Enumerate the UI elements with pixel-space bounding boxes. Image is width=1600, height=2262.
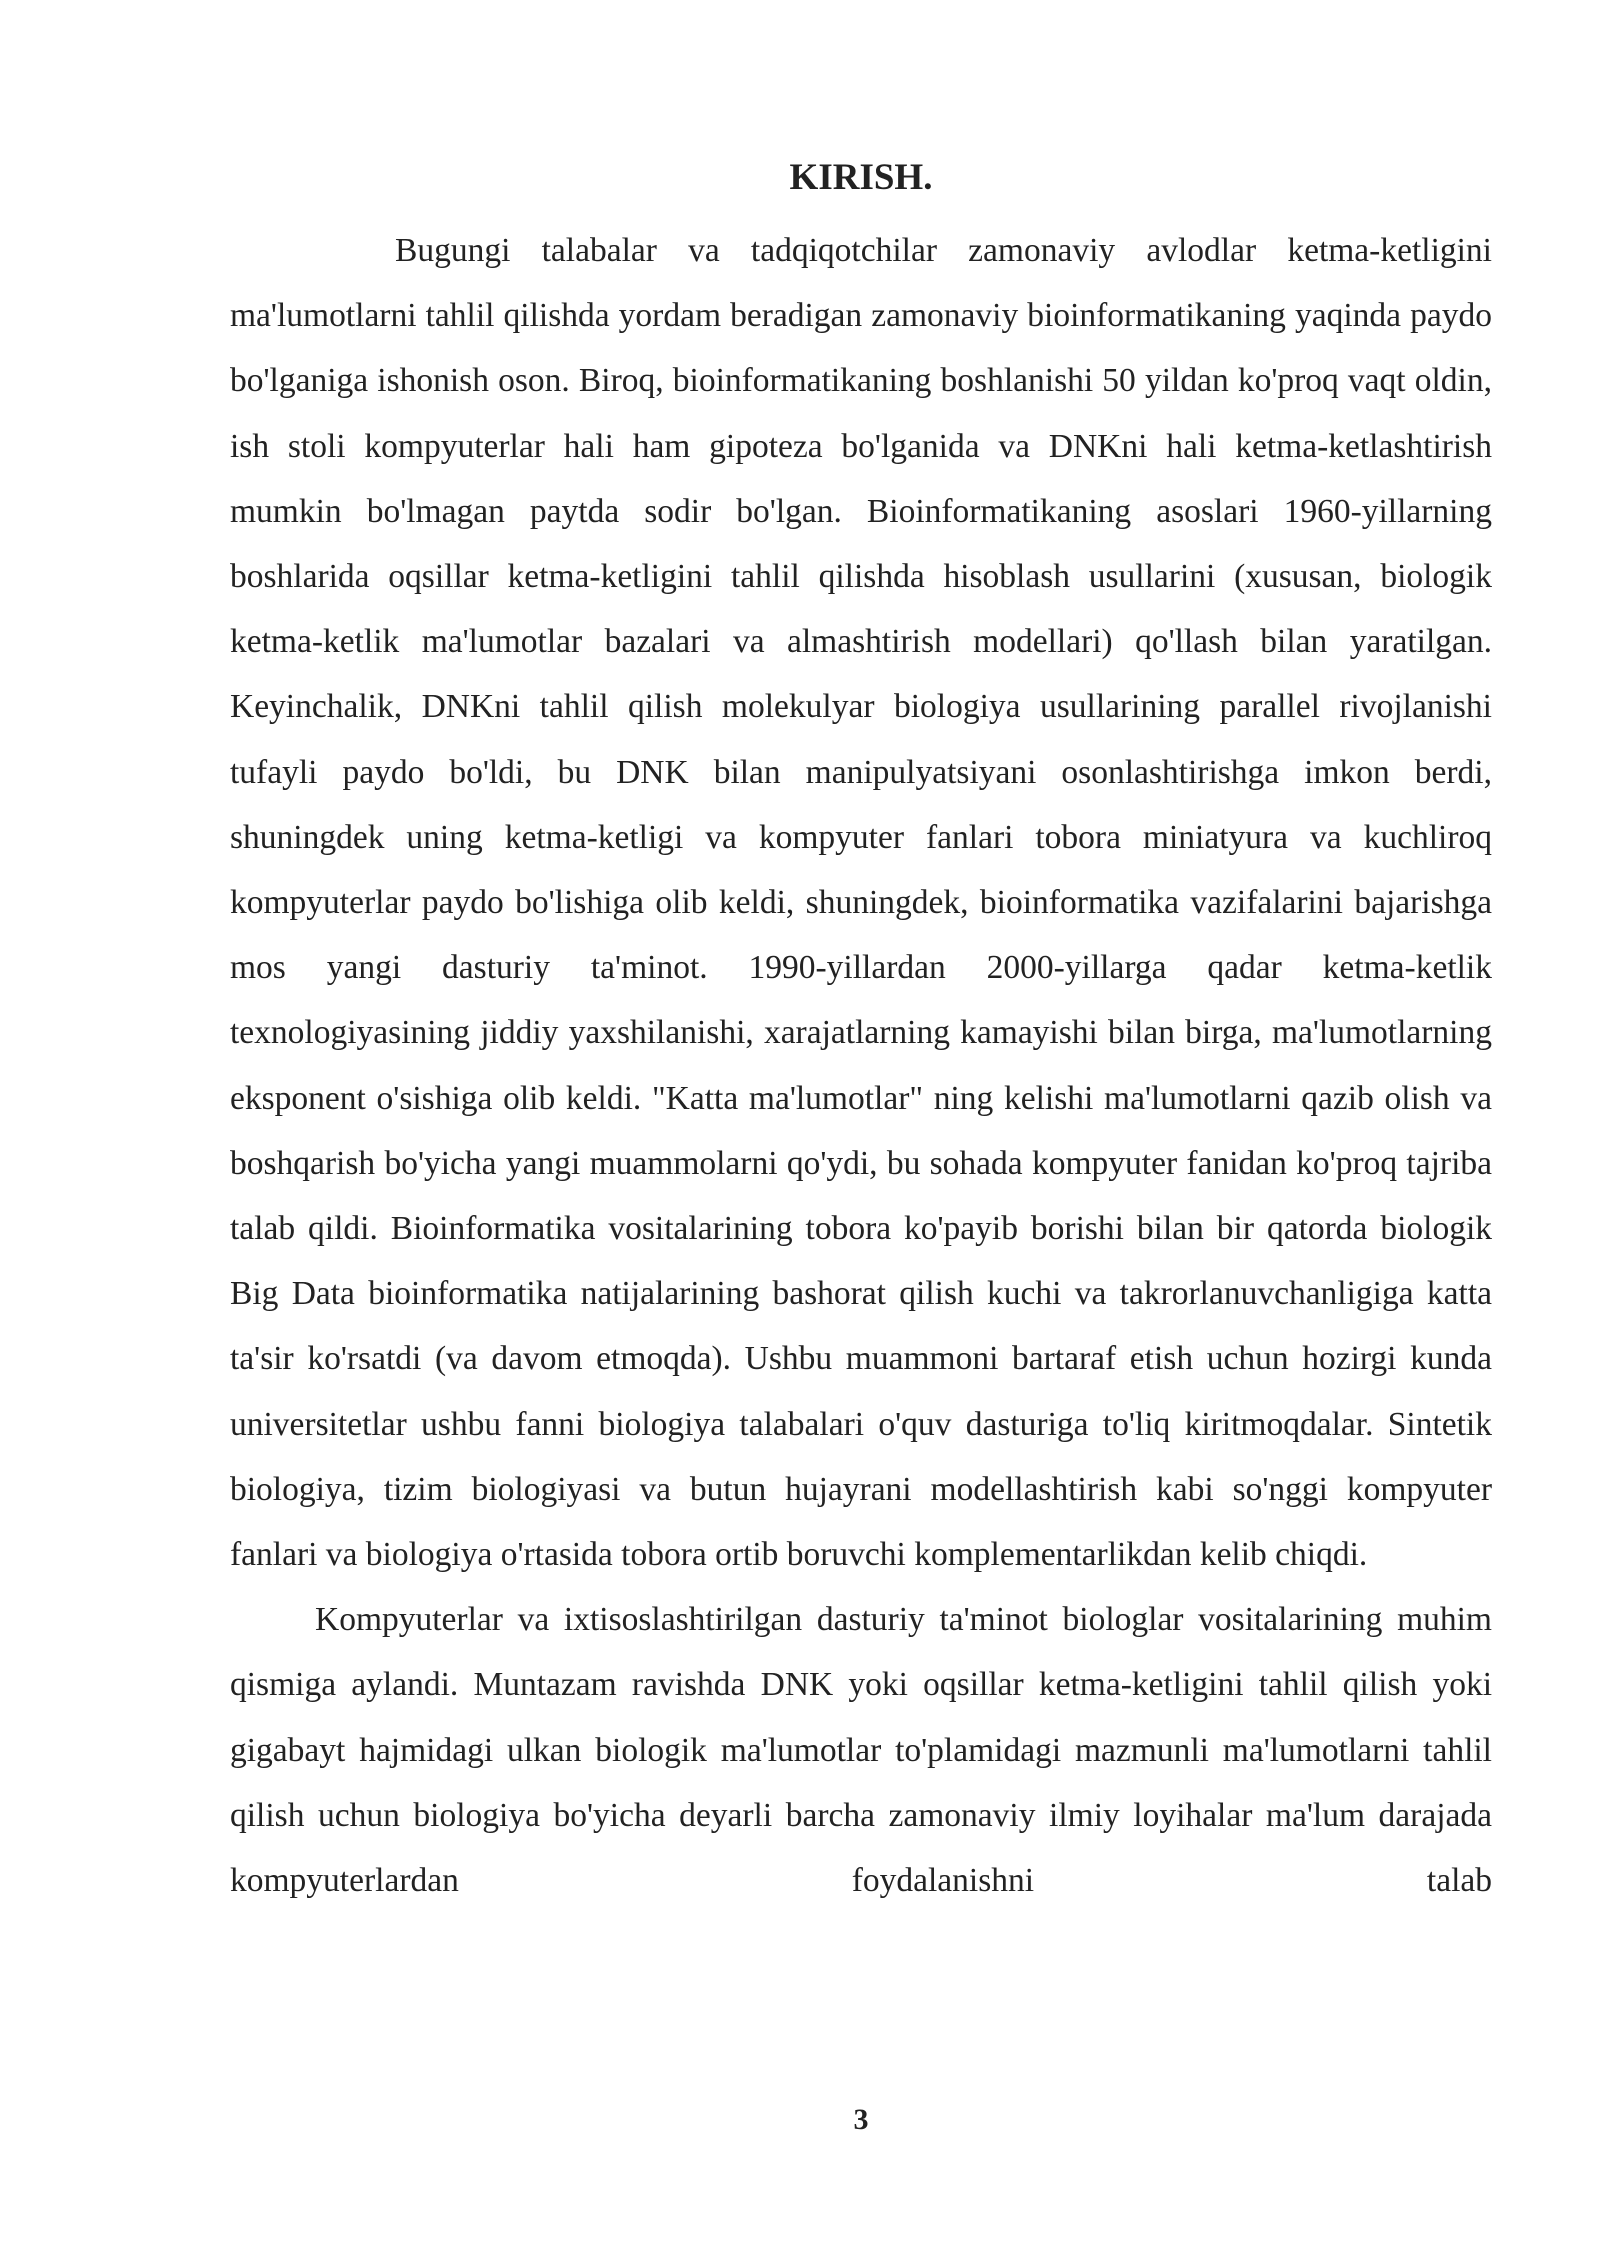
page-number: 3	[853, 2103, 869, 2136]
paragraph-1: Bugungi talabalar va tadqiqotchilar zamonaviy avlodlar ketma-ketligini ma'lumotlarni tahlil qilishda yordam beradigan zamonaviy bioinformatikaning yaqinda paydo bo'lganiga ishonish oson. Biroq, bioinformatikaning boshlanishi 50 yildan ko'proq vaqt oldin, ish stoli kompyuterlar hali ham gipoteza bo'lganida va DNKni hali ketma-ketlashtirish mumkin bo'lmagan paytda sodir bo'lgan. Bioinformatikaning asoslari 1960-yillarning boshlarida oqsillar ketma-ketligini tahlil qilishda hisoblash usullarini (xususan, biologik ketma-ketlik ma'lumotlar bazalari va almashtirish modellari) qo'llash bilan yaratilgan. Keyinchalik, DNKni tahlil qilish molekulyar biologiya usullarining parallel rivojlanishi tufayli paydo bo'ldi, bu DNK bilan manipulyatsiyani osonlashtirishga imkon berdi, shuningdek uning ketma-ketligi va kompyuter fanlari tobora miniatyura va kuchliroq kompyuterlar paydo bo'lishiga olib keldi, shuningdek, bioinformatika vazifalarini bajarishga mos yangi dasturiy ta'minot. 1990-yillardan 2000-yillarga qadar ketma-ketlik texnologiyasining jiddiy yaxshilanishi, xarajatlarning kamayishi bilan birga, ma'lumotlarning eksponent o'sishiga olib keldi. "Katta ma'lumotlar" ning kelishi ma'lumotlarni qazib olish va boshqarish bo'yicha yangi muammolarni qo'ydi, bu sohada kompyuter fanidan ko'proq tajriba talab qildi. Bioinformatika vositalarining tobora ko'payib borishi bilan bir qatorda biologik Big Data bioinformatika natijalarining bashorat qilish kuchi va takrorlanuvchanligiga katta ta'sir ko'rsatdi (va davom etmoqda). Ushbu muammoni bartaraf etish uchun hozirgi kunda universitetlar ushbu fanni biologiya talabalari o'quv dasturiga to'liq kiritmoqdalar. Sintetik biologiya, tizim biologiyasi va butun hujayrani modellashtirish kabi so'nggi kompyuter fanlari va biologiya o'rtasida tobora ortib boruvchi komplementarlikdan kelib chiqdi.	[230, 232, 1492, 1574]
section-heading: KIRISH.	[789, 157, 933, 198]
heading-container	[230, 150, 1492, 206]
body-text	[230, 218, 1492, 1978]
paragraph-2: Kompyuterlar va ixtisoslashtirilgan dasturiy ta'minot biologlar vositalarining muhim qismiga aylandi. Muntazam ravishda DNK yoki oqsillar ketma-ketligini tahlil qilish yoki gigabayt hajmidagi ulkan biologik ma'lumotlar to'plamidagi mazmunli ma'lumotlarni tahlil qilish uchun biologiya bo'yicha deyarli barcha zamonaviy ilmiy loyihalar ma'lum darajada kompyuterlardan foydalanishni talab	[230, 1601, 1492, 1900]
